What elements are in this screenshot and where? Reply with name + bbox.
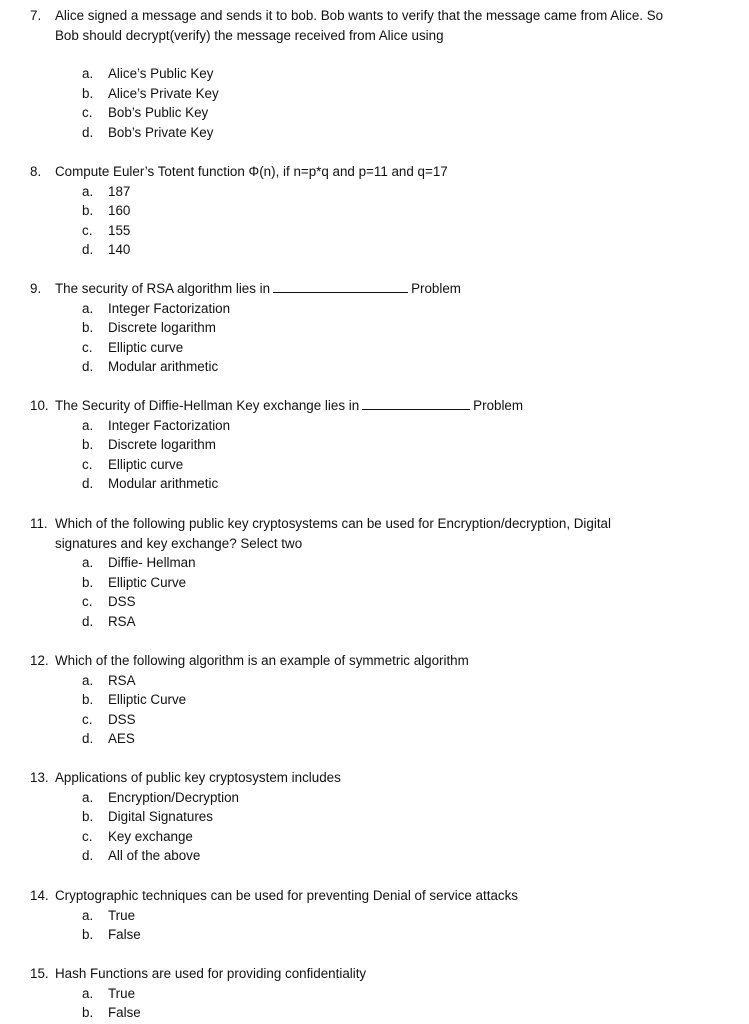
option-text: True	[108, 907, 136, 923]
option-text: Discrete logarithm	[108, 320, 216, 335]
option-text: Elliptic Curve	[108, 692, 187, 707]
option-text: Elliptic curve	[108, 339, 184, 355]
option-d	[30, 240, 730, 260]
option-text: RSA	[108, 672, 136, 688]
option-text: Key exchange	[108, 828, 193, 844]
question-number: 8.	[30, 164, 42, 179]
option-text: Encryption/Decryption	[108, 789, 239, 805]
question-10	[30, 396, 730, 494]
option-text: Elliptic Curve	[108, 574, 187, 590]
option-list	[30, 64, 730, 142]
option-d	[30, 612, 730, 632]
question-text: Which of the following public key cryptosystems can be used for Encryption/decryption, Digital	[55, 516, 611, 531]
option-b	[30, 1003, 730, 1023]
question-number: 14.	[30, 888, 49, 903]
question-text: Hash Functions are used for providing confidentiality	[55, 966, 367, 981]
option-b	[30, 435, 730, 455]
option-letter: c.	[82, 222, 93, 238]
option-letter: a.	[82, 183, 94, 199]
option-letter: c.	[82, 105, 93, 120]
option-d	[30, 123, 730, 143]
option-b	[30, 925, 730, 945]
question-text: Compute Euler’s Totent function Φ(n), if n=p*q and p=11 and q=17	[55, 164, 448, 179]
option-text: True	[108, 985, 136, 1001]
option-text: Modular arithmetic	[108, 359, 219, 374]
option-letter: b.	[82, 927, 94, 942]
option-d	[30, 357, 730, 377]
option-a	[30, 671, 730, 691]
option-c	[30, 455, 730, 475]
option-letter: b.	[82, 692, 94, 707]
option-a	[30, 553, 730, 573]
option-letter: c.	[82, 456, 93, 472]
question-text: Alice signed a message and sends it to bob. Bob wants to verify that the message came from Alice. So	[55, 8, 664, 23]
option-c	[30, 710, 730, 730]
option-letter: a.	[82, 555, 94, 570]
option-letter: d.	[82, 359, 94, 374]
option-text: Diffie- Hellman	[108, 555, 196, 570]
option-d	[30, 474, 730, 494]
option-letter: d.	[82, 731, 94, 746]
question-14	[30, 886, 730, 945]
option-text: Bob’s Private Key	[108, 124, 214, 140]
question-text-suffix: Problem	[473, 398, 524, 413]
option-letter: b.	[82, 85, 94, 101]
option-a	[30, 299, 730, 319]
option-text: Digital Signatures	[108, 809, 213, 824]
option-text: Modular arithmetic	[108, 476, 219, 491]
option-letter: a.	[82, 907, 94, 923]
option-letter: a.	[82, 66, 94, 81]
option-a	[30, 416, 730, 436]
option-letter: b.	[82, 574, 94, 590]
question-11	[30, 514, 730, 631]
option-b	[30, 201, 730, 221]
question-number: 11.	[30, 516, 48, 531]
option-b	[30, 690, 730, 710]
option-text: Discrete logarithm	[108, 437, 216, 452]
option-text: False	[108, 927, 141, 942]
question-text: The Security of Diffie-Hellman Key exchange lies in	[55, 398, 360, 413]
option-c	[30, 338, 730, 358]
option-text: Elliptic curve	[108, 456, 184, 472]
question-number: 10.	[30, 398, 49, 413]
option-text: AES	[108, 731, 135, 746]
question-7	[30, 6, 730, 142]
option-text: 160	[108, 203, 131, 218]
question-number: 15.	[30, 966, 49, 981]
answer-blank	[362, 396, 470, 410]
question-number: 12.	[30, 653, 49, 668]
option-text: All of the above	[108, 848, 201, 863]
option-text: DSS	[108, 594, 136, 609]
question-text: Applications of public key cryptosystem includes	[55, 770, 341, 785]
question-12	[30, 651, 730, 749]
option-list	[30, 553, 730, 631]
option-letter: c.	[82, 339, 93, 355]
option-text: Integer Factorization	[108, 417, 231, 433]
question-text: The security of RSA algorithm lies in	[55, 281, 271, 296]
option-letter: a.	[82, 672, 94, 688]
option-c	[30, 592, 730, 612]
option-letter: a.	[82, 985, 94, 1001]
option-text: Integer Factorization	[108, 300, 231, 316]
option-d	[30, 729, 730, 749]
option-b	[30, 807, 730, 827]
question-number: 7.	[30, 8, 42, 23]
option-letter: a.	[82, 300, 94, 316]
question-15	[30, 964, 730, 1023]
question-number: 13.	[30, 770, 49, 785]
question-13	[30, 768, 730, 866]
option-list	[30, 299, 730, 377]
option-c	[30, 827, 730, 847]
option-text: RSA	[108, 613, 136, 629]
question-text: Cryptographic techniques can be used for preventing Denial of service attacks	[55, 888, 518, 903]
option-text: 187	[108, 183, 131, 199]
option-letter: c.	[82, 711, 93, 727]
option-letter: d.	[82, 242, 94, 257]
option-c	[30, 103, 730, 123]
question-9	[30, 279, 730, 377]
option-list	[30, 671, 730, 749]
option-text: Alice’s Private Key	[108, 85, 219, 101]
option-letter: b.	[82, 320, 94, 335]
question-text: Which of the following algorithm is an example of symmetric algorithm	[55, 653, 469, 668]
option-letter: d.	[82, 124, 94, 140]
option-a	[30, 906, 730, 926]
option-text: False	[108, 1005, 141, 1020]
option-letter: c.	[82, 594, 93, 609]
option-letter: b.	[82, 1005, 94, 1020]
option-letter: d.	[82, 613, 94, 629]
option-text: Bob’s Public Key	[108, 105, 209, 120]
option-list	[30, 788, 730, 866]
question-text-continuation: Bob should decrypt(verify) the message received from Alice using	[55, 27, 444, 43]
option-letter: b.	[82, 809, 94, 824]
question-text-continuation: signatures and key exchange? Select two	[55, 535, 303, 551]
option-letter: a.	[82, 789, 94, 805]
option-letter: c.	[82, 828, 93, 844]
option-text: 140	[108, 242, 131, 257]
option-a	[30, 984, 730, 1004]
option-b	[30, 318, 730, 338]
answer-blank	[273, 279, 408, 293]
option-letter: d.	[82, 476, 94, 491]
option-list	[30, 182, 730, 260]
option-letter: a.	[82, 417, 94, 433]
option-text: Alice’s Public Key	[108, 66, 214, 81]
option-b	[30, 84, 730, 104]
option-d	[30, 846, 730, 866]
option-letter: d.	[82, 848, 94, 863]
question-number: 9.	[30, 281, 42, 296]
option-text: 155	[108, 222, 131, 238]
option-text: DSS	[108, 711, 136, 727]
option-letter: b.	[82, 437, 94, 452]
option-letter: b.	[82, 203, 94, 218]
question-text-suffix: Problem	[411, 281, 461, 296]
option-a	[30, 182, 730, 202]
option-a	[30, 64, 730, 84]
question-8	[30, 162, 730, 260]
option-list	[30, 416, 730, 494]
option-list	[30, 984, 730, 1023]
option-list	[30, 906, 730, 945]
option-c	[30, 221, 730, 241]
option-a	[30, 788, 730, 808]
option-b	[30, 573, 730, 593]
